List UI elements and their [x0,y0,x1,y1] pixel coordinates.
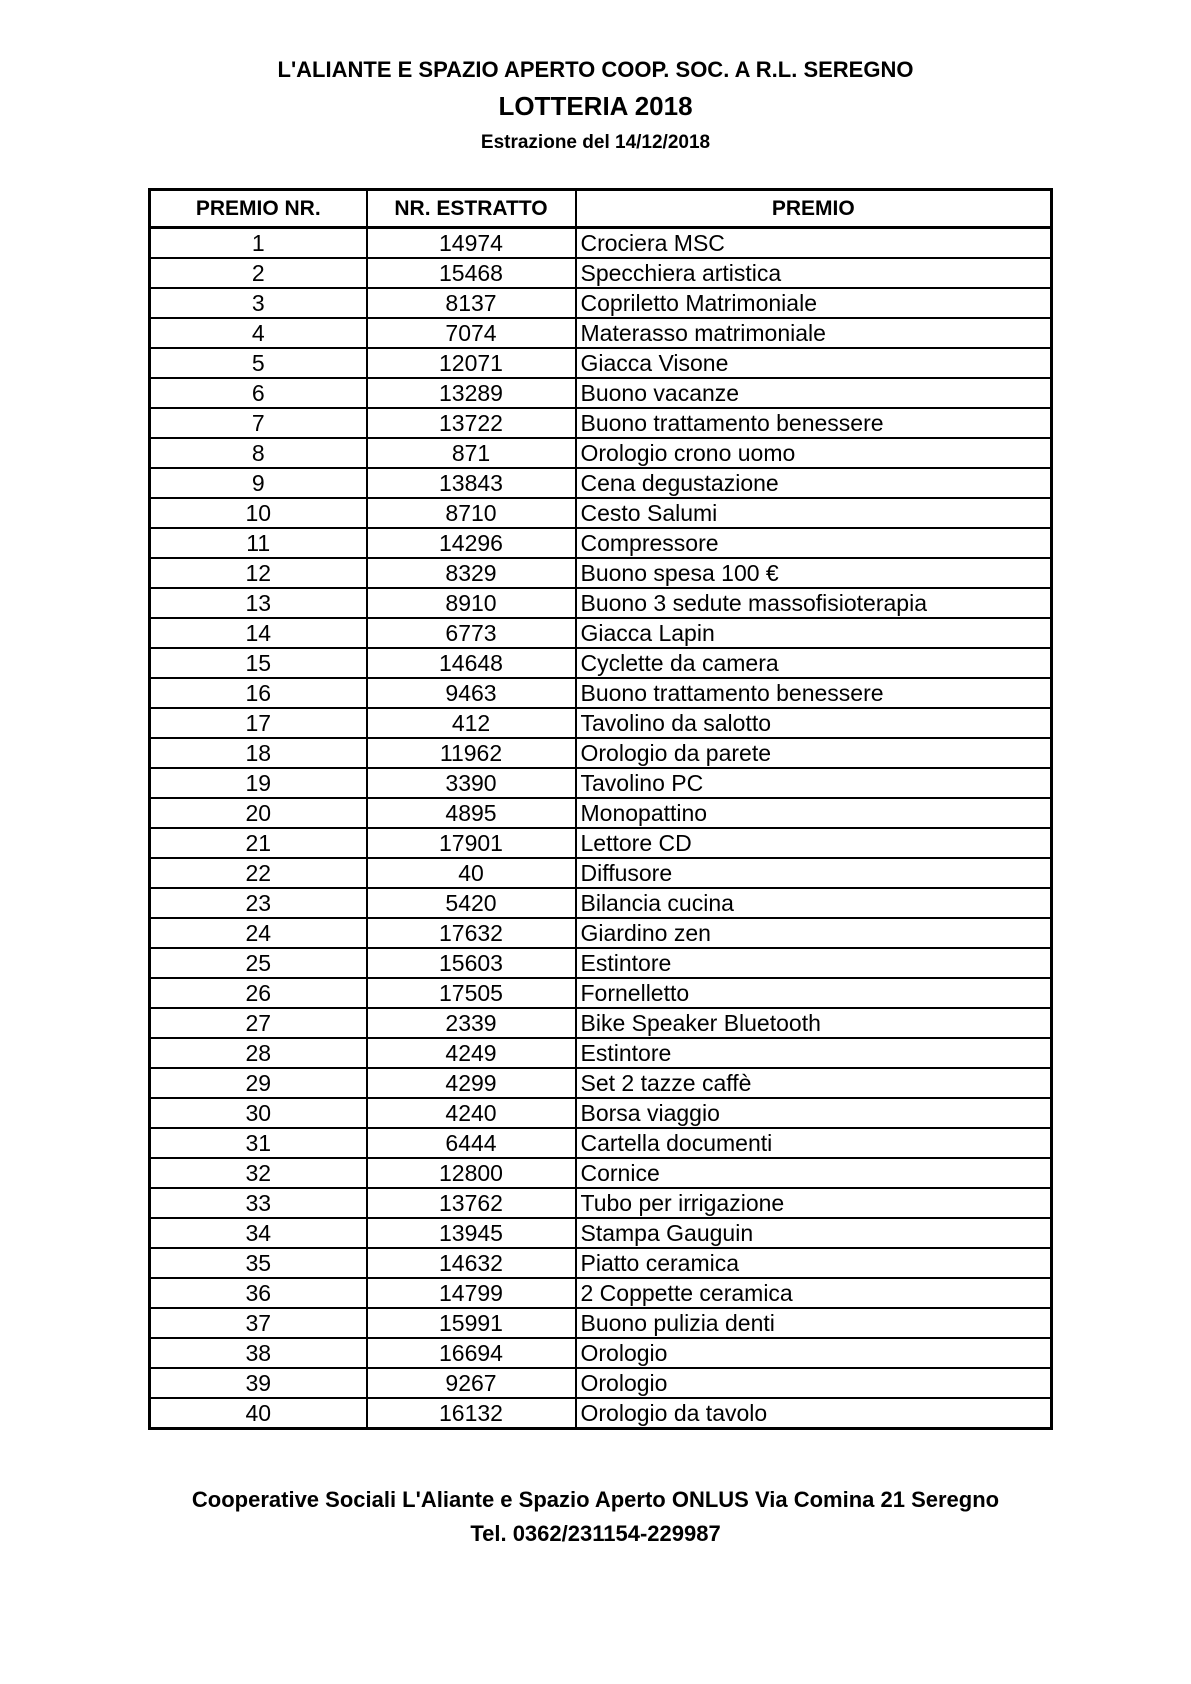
table-row [150,828,1052,858]
table-row [150,288,1052,318]
table-row [150,618,1052,648]
cell-premio-nr: 5 [150,348,367,378]
cell-nr-estratto: 16132 [367,1398,576,1429]
cell-premio-nr: 2 [150,258,367,288]
cell-premio-nr: 8 [150,438,367,468]
cell-premio: Bilancia cucina [576,888,1052,918]
table-row [150,888,1052,918]
cell-nr-estratto: 14974 [367,228,576,259]
cell-nr-estratto: 8910 [367,588,576,618]
table-row [150,1188,1052,1218]
column-header-premio: PREMIO [576,190,1052,228]
cell-premio-nr: 30 [150,1098,367,1128]
cell-nr-estratto: 17901 [367,828,576,858]
cell-premio-nr: 23 [150,888,367,918]
table-row [150,918,1052,948]
cell-premio-nr: 16 [150,678,367,708]
table-row [150,1098,1052,1128]
table-row [150,348,1052,378]
cell-nr-estratto: 12800 [367,1158,576,1188]
table-row [150,1008,1052,1038]
table-row [150,1278,1052,1308]
cell-nr-estratto: 17505 [367,978,576,1008]
cell-premio: Stampa Gauguin [576,1218,1052,1248]
table-row [150,798,1052,828]
cell-premio-nr: 4 [150,318,367,348]
cell-premio-nr: 36 [150,1278,367,1308]
cell-premio-nr: 26 [150,978,367,1008]
cell-nr-estratto: 4249 [367,1038,576,1068]
cell-premio-nr: 7 [150,408,367,438]
cell-premio-nr: 1 [150,228,367,259]
cell-premio-nr: 35 [150,1248,367,1278]
cell-premio-nr: 38 [150,1338,367,1368]
table-row [150,438,1052,468]
cell-premio: Orologio da tavolo [576,1398,1052,1429]
cell-premio: Buono trattamento benessere [576,678,1052,708]
cell-premio: Lettore CD [576,828,1052,858]
table-row [150,708,1052,738]
cell-nr-estratto: 13843 [367,468,576,498]
prize-table [148,188,1053,1430]
cell-premio: Borsa viaggio [576,1098,1052,1128]
cell-premio-nr: 12 [150,558,367,588]
table-row [150,1248,1052,1278]
cell-nr-estratto: 4895 [367,798,576,828]
cell-premio: Piatto ceramica [576,1248,1052,1278]
cell-premio: Cena degustazione [576,468,1052,498]
table-row [150,1128,1052,1158]
cell-premio-nr: 6 [150,378,367,408]
table-row [150,1218,1052,1248]
cell-premio-nr: 11 [150,528,367,558]
cell-premio: Tubo per irrigazione [576,1188,1052,1218]
cell-nr-estratto: 11962 [367,738,576,768]
cell-premio-nr: 24 [150,918,367,948]
table-row [150,228,1052,259]
cell-premio-nr: 29 [150,1068,367,1098]
draw-date-subtitle: Estrazione del 14/12/2018 [480,132,711,153]
cell-nr-estratto: 5420 [367,888,576,918]
cell-nr-estratto: 3390 [367,768,576,798]
cell-premio: Tavolino da salotto [576,708,1052,738]
footer-phone: Tel. 0362/231154-229987 [470,1521,721,1546]
cell-premio-nr: 13 [150,588,367,618]
page-title: LOTTERIA 2018 [498,91,693,121]
table-row [150,1398,1052,1429]
table-row [150,768,1052,798]
cell-premio-nr: 9 [150,468,367,498]
cell-premio-nr: 40 [150,1398,367,1429]
cell-premio: Copriletto Matrimoniale [576,288,1052,318]
cell-premio: Orologio crono uomo [576,438,1052,468]
table-row [150,468,1052,498]
cell-nr-estratto: 15991 [367,1308,576,1338]
table-row [150,588,1052,618]
cell-nr-estratto: 14296 [367,528,576,558]
cell-nr-estratto: 12071 [367,348,576,378]
cell-nr-estratto: 8137 [367,288,576,318]
cell-premio: Monopattino [576,798,1052,828]
table-row [150,1368,1052,1398]
cell-premio: Giardino zen [576,918,1052,948]
table-row [150,318,1052,348]
table-row [150,648,1052,678]
table-row [150,1338,1052,1368]
cell-nr-estratto: 8710 [367,498,576,528]
column-header-premio-nr: PREMIO NR. [150,190,367,228]
cell-premio: Cornice [576,1158,1052,1188]
cell-nr-estratto: 871 [367,438,576,468]
cell-premio-nr: 37 [150,1308,367,1338]
cell-nr-estratto: 40 [367,858,576,888]
cell-nr-estratto: 14799 [367,1278,576,1308]
table-header [150,190,1052,228]
table-row [150,678,1052,708]
cell-premio: Buono trattamento benessere [576,408,1052,438]
cell-nr-estratto: 13945 [367,1218,576,1248]
cell-premio: Cesto Salumi [576,498,1052,528]
cell-premio: Orologio [576,1368,1052,1398]
cell-premio-nr: 25 [150,948,367,978]
cell-premio-nr: 32 [150,1158,367,1188]
table-row [150,408,1052,438]
cell-premio-nr: 19 [150,768,367,798]
cell-premio: Diffusore [576,858,1052,888]
cell-nr-estratto: 14632 [367,1248,576,1278]
table-body [150,228,1052,1429]
cell-premio-nr: 34 [150,1218,367,1248]
table-row [150,978,1052,1008]
cell-nr-estratto: 6773 [367,618,576,648]
cell-premio: Set 2 tazze caffè [576,1068,1052,1098]
cell-premio: Buono pulizia denti [576,1308,1052,1338]
cell-premio: Buono spesa 100 € [576,558,1052,588]
cell-premio: Compressore [576,528,1052,558]
organization-title: L'ALIANTE E SPAZIO APERTO COOP. SOC. A R.L. SEREGNO [277,57,914,82]
cell-nr-estratto: 15603 [367,948,576,978]
table-row [150,948,1052,978]
cell-premio-nr: 3 [150,288,367,318]
table-row [150,1158,1052,1188]
cell-nr-estratto: 14648 [367,648,576,678]
cell-premio: Giacca Lapin [576,618,1052,648]
header-row [150,190,1052,228]
footer-address: Cooperative Sociali L'Aliante e Spazio Aperto ONLUS Via Comina 21 Seregno [191,1487,1000,1512]
cell-premio: Buono vacanze [576,378,1052,408]
cell-premio: Buono 3 sedute massofisioterapia [576,588,1052,618]
cell-premio: Orologio da parete [576,738,1052,768]
cell-premio-nr: 10 [150,498,367,528]
cell-premio-nr: 17 [150,708,367,738]
cell-premio: Bike Speaker Bluetooth [576,1008,1052,1038]
cell-premio: Giacca Visone [576,348,1052,378]
cell-premio: 2 Coppette ceramica [576,1278,1052,1308]
cell-premio: Cartella documenti [576,1128,1052,1158]
cell-premio-nr: 31 [150,1128,367,1158]
cell-premio-nr: 20 [150,798,367,828]
cell-nr-estratto: 4299 [367,1068,576,1098]
cell-premio-nr: 22 [150,858,367,888]
table-row [150,258,1052,288]
cell-nr-estratto: 6444 [367,1128,576,1158]
cell-premio: Estintore [576,1038,1052,1068]
cell-nr-estratto: 13722 [367,408,576,438]
table-row [150,1308,1052,1338]
cell-premio-nr: 14 [150,618,367,648]
cell-premio: Estintore [576,948,1052,978]
cell-premio-nr: 18 [150,738,367,768]
cell-premio-nr: 15 [150,648,367,678]
cell-premio-nr: 39 [150,1368,367,1398]
cell-nr-estratto: 7074 [367,318,576,348]
table-row [150,558,1052,588]
cell-premio-nr: 21 [150,828,367,858]
cell-premio: Specchiera artistica [576,258,1052,288]
cell-nr-estratto: 412 [367,708,576,738]
table-row [150,1038,1052,1068]
cell-nr-estratto: 4240 [367,1098,576,1128]
column-header-nr-estratto: NR. ESTRATTO [367,190,576,228]
cell-nr-estratto: 9463 [367,678,576,708]
cell-nr-estratto: 17632 [367,918,576,948]
cell-nr-estratto: 15468 [367,258,576,288]
cell-nr-estratto: 13762 [367,1188,576,1218]
cell-nr-estratto: 9267 [367,1368,576,1398]
cell-nr-estratto: 8329 [367,558,576,588]
table-row [150,738,1052,768]
cell-nr-estratto: 16694 [367,1338,576,1368]
cell-premio-nr: 33 [150,1188,367,1218]
table-row [150,498,1052,528]
table-row [150,528,1052,558]
table-row [150,378,1052,408]
cell-premio: Crociera MSC [576,228,1052,259]
cell-nr-estratto: 2339 [367,1008,576,1038]
cell-nr-estratto: 13289 [367,378,576,408]
table-row [150,1068,1052,1098]
cell-premio: Cyclette da camera [576,648,1052,678]
cell-premio: Orologio [576,1338,1052,1368]
cell-premio: Fornelletto [576,978,1052,1008]
cell-premio: Tavolino PC [576,768,1052,798]
cell-premio-nr: 27 [150,1008,367,1038]
table-row [150,858,1052,888]
cell-premio-nr: 28 [150,1038,367,1068]
cell-premio: Materasso matrimoniale [576,318,1052,348]
